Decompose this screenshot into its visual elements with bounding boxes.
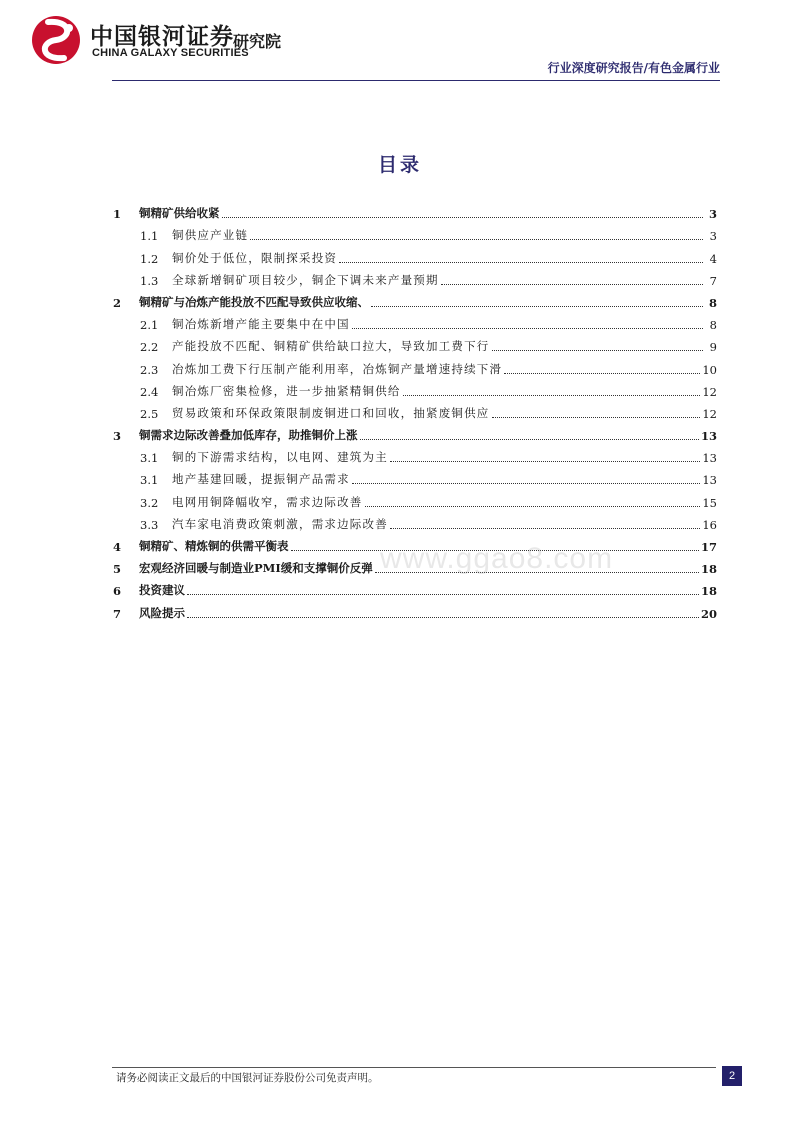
brand-name-cn: 中国银河证券 [90,24,234,50]
toc-entry-title: 铜冶炼新增产能主要集中在中国 [172,317,350,332]
toc-entry-page: 12 [702,384,717,399]
toc-entry-number: 2.2 [140,340,159,355]
toc-entry-page: 13 [700,429,717,444]
toc-entry-page: 20 [700,606,717,621]
toc-subentry[interactable] [113,354,717,376]
toc-entry-page: 18 [700,562,717,577]
toc-entry-title: 铜价处于低位，限制探采投资 [172,250,338,265]
toc-entry-page: 15 [702,495,717,510]
toc-entry-number: 5 [113,562,122,577]
institute-label: 研究院 [233,32,282,51]
toc-entry-page: 10 [702,362,717,377]
report-type: 行业深度研究报告/有色金属行业 [547,61,720,75]
toc-leader-dots [365,506,701,507]
toc-entry-page: 3 [709,229,717,244]
toc-leader-dots [352,483,701,484]
toc-leader-dots [492,417,701,418]
toc-entry-title: 宏观经济回暖与制造业PMI缓和支撑铜价反弹 [139,561,373,576]
footer-divider [112,1067,716,1068]
toc-entry-title: 铜冶炼厂密集检修，进一步抽紧精铜供给 [172,383,401,398]
toc-entry[interactable] [113,576,717,598]
toc-entry-page: 13 [702,473,717,488]
toc-entry-number: 1.1 [140,229,159,244]
toc-entry-title: 冶炼加工费下行压制产能利用率，冶炼铜产量增速持续下滑 [172,361,503,376]
toc-entry-page: 12 [702,406,717,421]
toc-entry-number: 2.3 [140,362,159,377]
toc-leader-dots [504,373,700,374]
toc-entry-number: 2.4 [140,384,159,399]
toc-leader-dots [187,594,699,595]
toc-entry-number: 1.2 [140,251,159,266]
toc-subentry[interactable] [113,243,717,265]
toc-title: 目录 [377,154,422,176]
toc-leader-dots [250,239,703,240]
toc-entry-title: 风险提示 [139,605,185,620]
toc-entry-page: 8 [709,318,717,333]
toc-entry-title: 电网用铜降幅收窄，需求边际改善 [172,494,363,509]
toc-leader-dots [492,350,704,351]
toc-entry[interactable] [113,288,717,310]
toc-entry-page: 17 [700,540,717,554]
toc-entry-number: 7 [113,606,122,621]
toc-entry-title: 铜精矿供给收紧 [139,206,220,221]
toc-entry-page: 9 [709,340,717,355]
page-header [0,0,800,84]
toc-leader-dots [187,617,699,618]
toc-subentry[interactable] [113,443,717,465]
toc-subentry[interactable] [113,221,717,243]
toc-subentry[interactable] [113,399,717,421]
toc-leader-dots [371,306,703,307]
page-number: 2 [722,1066,742,1086]
toc-entry-number: 2.5 [140,406,159,421]
toc-entry-number: 4 [113,540,122,554]
toc-entry[interactable] [113,199,717,221]
toc-entry-number: 3.3 [140,517,159,532]
toc-entry[interactable] [113,421,717,443]
toc-subentry[interactable] [113,377,717,399]
toc-entry-title: 铜精矿与冶炼产能投放不匹配导致供应收缩、 [139,294,369,309]
disclaimer-note: 请务必阅读正文最后的中国银河证券股份公司免责声明。 [116,1072,379,1084]
toc-entry-page: 18 [700,584,717,599]
toc-subentry[interactable] [113,266,717,288]
watermark: www.ggao8.com [380,542,614,575]
toc-entry-title: 地产基建回暖，提振铜产品需求 [172,472,350,487]
toc-entry-title: 铜需求边际改善叠加低库存，助推铜价上涨 [139,428,358,443]
toc-entry-title: 铜的下游需求结构，以电网、建筑为主 [172,450,388,465]
toc-subentry[interactable] [113,465,717,487]
brand-name-en: CHINA GALAXY SECURITIES [92,47,249,59]
toc-entry-number: 1 [113,207,122,222]
toc-leader-dots [403,395,701,396]
toc-entry-number: 3 [113,429,122,444]
toc-entry-page: 13 [702,451,717,466]
toc-entry-page: 3 [708,207,717,222]
toc-entry-page: 4 [709,251,717,266]
toc-entry-page: 16 [702,517,717,532]
galaxy-logo-icon [28,12,84,68]
toc-entry-title: 铜供应产业链 [172,228,249,243]
toc-entry-title: 产能投放不匹配、铜精矿供给缺口拉大，导致加工费下行 [172,339,490,354]
toc-subentry[interactable] [113,332,717,354]
toc-entry-number: 3.1 [140,473,159,488]
toc-entry-number: 3.1 [140,451,159,466]
toc-subentry[interactable] [113,310,717,332]
toc-entry-number: 3.2 [140,495,159,510]
toc-entry-page: 7 [709,273,717,288]
toc-leader-dots [390,528,700,529]
toc-leader-dots [352,328,703,329]
toc-entry-title: 投资建议 [139,583,185,598]
toc-entry-number: 2 [113,295,122,310]
toc-entry-title: 贸易政策和环保政策限制废铜进口和回收，抽紧废铜供应 [172,405,490,420]
toc-leader-dots [390,461,700,462]
toc-entry-title: 铜精矿、精炼铜的供需平衡表 [139,539,289,553]
toc-entry-number: 1.3 [140,273,159,288]
toc-leader-dots [360,439,699,440]
toc-entry[interactable] [113,598,717,620]
toc-leader-dots [441,284,703,285]
toc-leader-dots [222,217,704,218]
toc-subentry[interactable] [113,487,717,509]
toc-subentry[interactable] [113,510,717,532]
toc-entry-number: 2.1 [140,318,159,333]
toc-entry-number: 6 [113,584,122,599]
toc-leader-dots [339,262,703,263]
header-divider [112,80,720,81]
toc-entry-title: 汽车家电消费政策刺激，需求边际改善 [172,516,388,531]
toc-entry-title: 全球新增铜矿项目较少，铜企下调未来产量预期 [172,272,439,287]
toc-entry-page: 8 [708,295,717,310]
